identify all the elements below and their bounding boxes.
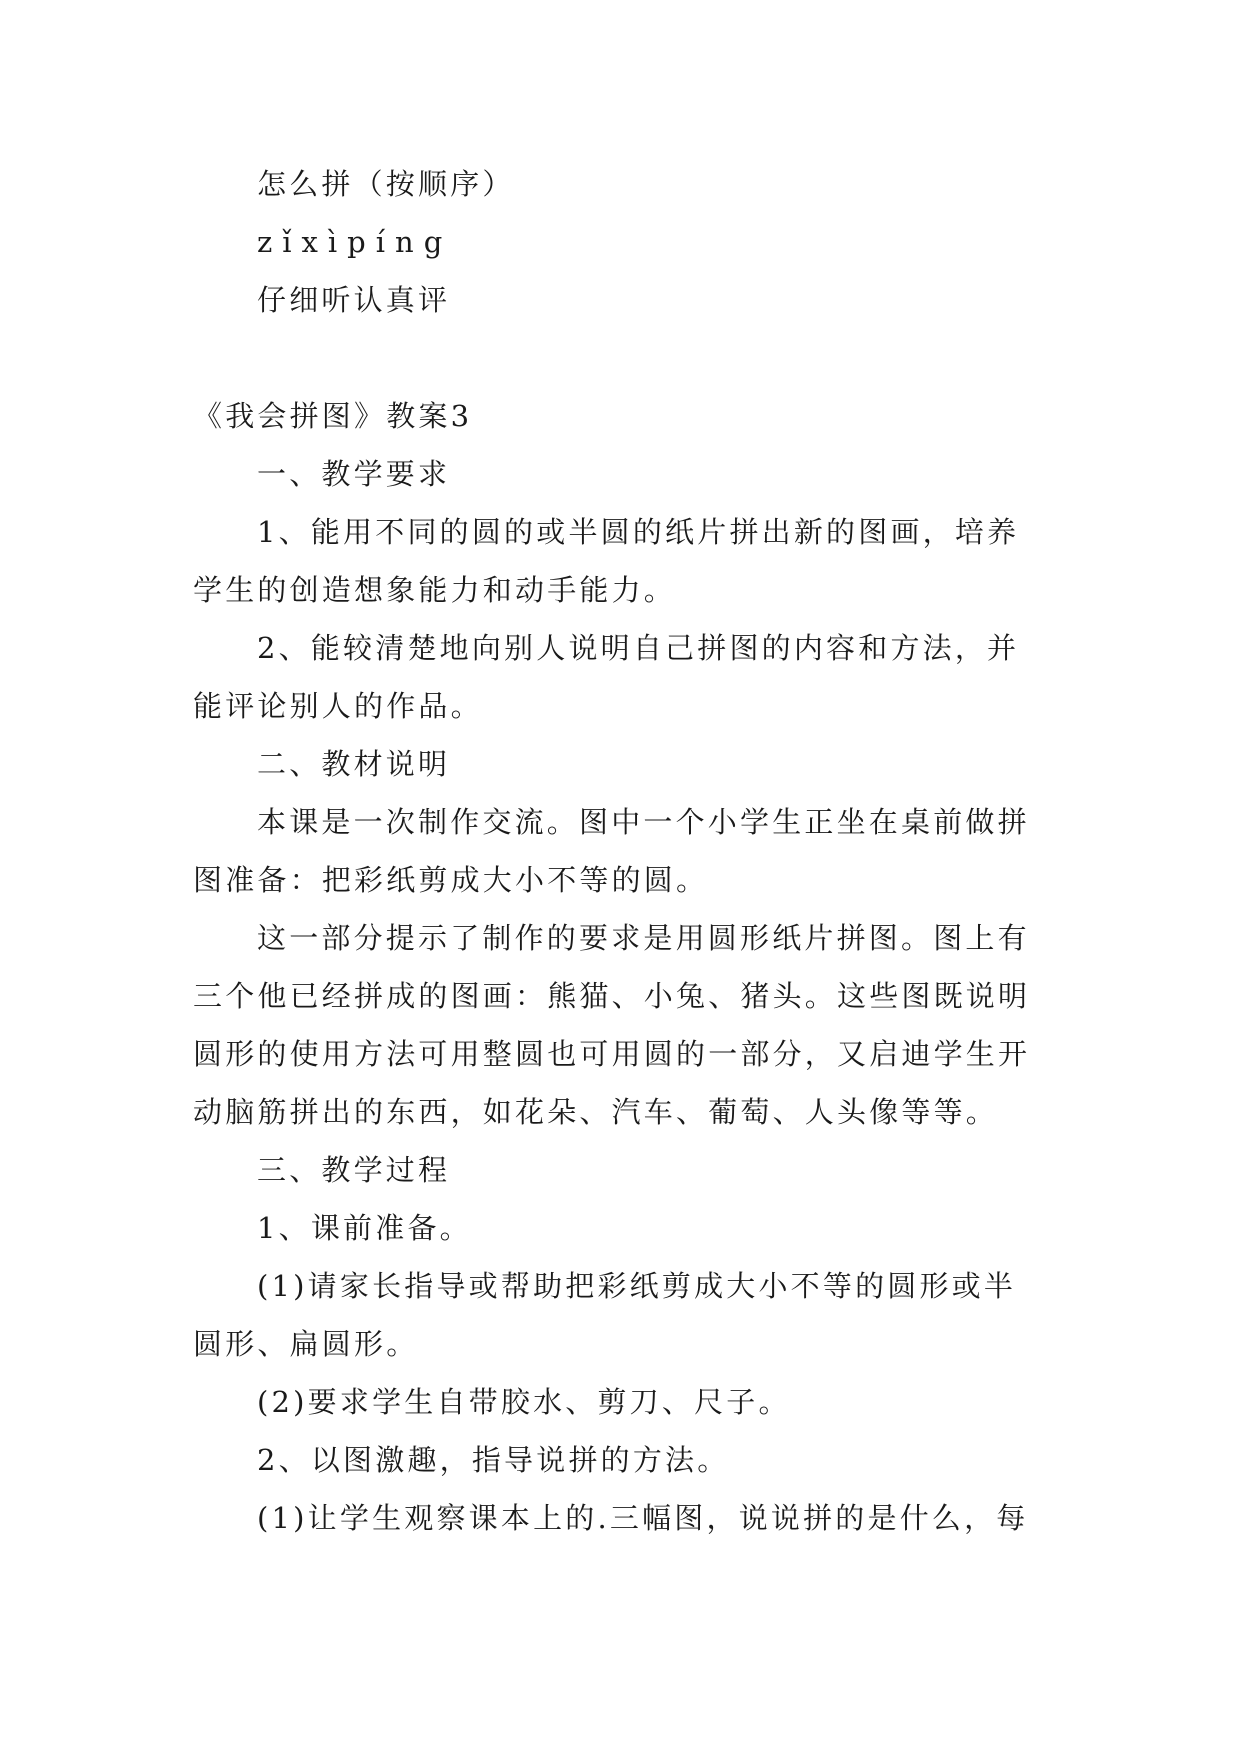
paragraph-line: 2、以图激趣，指导说拼的方法。 xyxy=(257,1443,730,1477)
paragraph-line: 能评论别人的作品。 xyxy=(193,689,483,723)
paragraph-line: 图准备：把彩纸剪成大小不等的圆。 xyxy=(193,863,709,897)
paragraph-line: 三个他已经拼成的图画：熊猫、小兔、猪头。这些图既说明 xyxy=(193,979,1031,1013)
paragraph-line: 动脑筋拼出的东西，如花朵、汽车、葡萄、人头像等等。 xyxy=(193,1095,999,1129)
section-heading: 二、教材说明 xyxy=(257,747,451,781)
paragraph-line: 学生的创造想象能力和动手能力。 xyxy=(193,573,677,607)
paragraph-line: 圆形的使用方法可用整圆也可用圆的一部分，又启迪学生开 xyxy=(193,1037,1031,1071)
section-title: 《我会拼图》教案3 xyxy=(193,399,473,433)
doc-line: 仔细听认真评 xyxy=(257,283,451,317)
section-heading: 三、教学过程 xyxy=(257,1153,451,1187)
paragraph-line: 1、课前准备。 xyxy=(257,1211,472,1245)
doc-line-pinyin: zǐxìpíng xyxy=(257,225,453,259)
paragraph-line: (2)要求学生自带胶水、剪刀、尺子。 xyxy=(257,1385,791,1419)
paragraph-line: 本课是一次制作交流。图中一个小学生正坐在桌前做拼 xyxy=(257,805,1030,839)
paragraph-line: 2、能较清楚地向别人说明自己拼图的内容和方法，并 xyxy=(257,631,1020,665)
doc-line: 怎么拼（按顺序） xyxy=(257,167,515,201)
paragraph-line: 圆形、扁圆形。 xyxy=(193,1327,419,1361)
paragraph-line: (1)请家长指导或帮助把彩纸剪成大小不等的圆形或半 xyxy=(257,1269,1017,1303)
paragraph-line: 这一部分提示了制作的要求是用圆形纸片拼图。图上有 xyxy=(257,921,1030,955)
section-heading: 一、教学要求 xyxy=(257,457,451,491)
paragraph-line: (1)让学生观察课本上的.三幅图，说说拼的是什么，每 xyxy=(257,1501,1029,1535)
paragraph-line: 1、能用不同的圆的或半圆的纸片拼出新的图画，培养 xyxy=(257,515,1020,549)
